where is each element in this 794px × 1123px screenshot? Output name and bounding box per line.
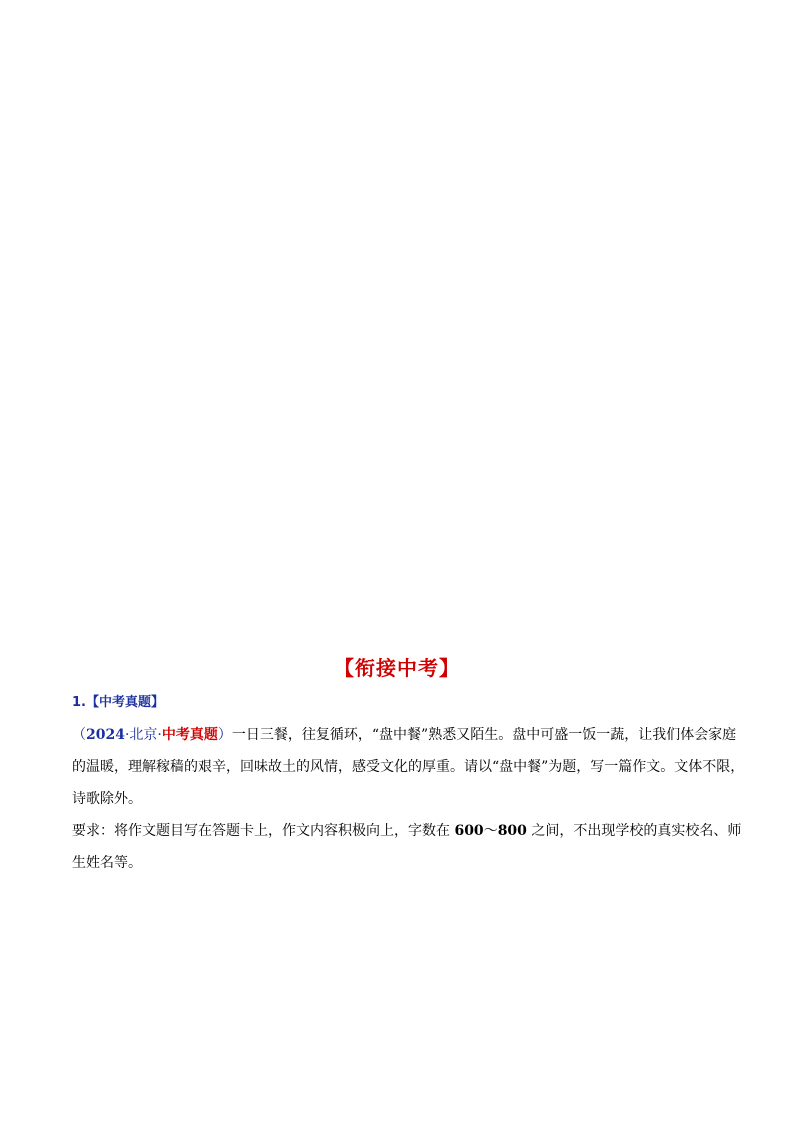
source-place: ·北京· xyxy=(124,727,162,743)
word-count-max: 800 xyxy=(497,823,527,839)
section-title: 【衔接中考】 xyxy=(334,656,460,680)
requirement-prefix: 要求：将作文题目写在答题卡上，作文内容积极向上，字数在 xyxy=(72,823,455,839)
prompt-line-3: 诗歌除外。 xyxy=(72,791,142,807)
source-open-paren: （ xyxy=(72,727,86,743)
question-header xyxy=(72,692,164,714)
source-tag: 中考真题 xyxy=(161,727,218,743)
word-count-separator: ～ xyxy=(483,823,498,839)
source-close-paren: ） xyxy=(217,727,232,743)
prompt-line-2: 的温暖，理解稼穑的艰辛，回味故土的风情，感受文化的厚重。请以“盘中餐”为题，写一篇作文。文体不限， xyxy=(72,759,745,775)
requirement-suffix: 之间，不出现学校的真实校名、师 xyxy=(526,823,742,839)
question-number: 1. xyxy=(72,695,86,710)
question-tag: 【中考真题】 xyxy=(85,695,164,710)
source-year: 2024 xyxy=(86,727,125,743)
requirement-line-2: 生姓名等。 xyxy=(72,855,142,871)
prompt-line-1 xyxy=(72,725,737,746)
word-count-min: 600 xyxy=(454,823,484,839)
prompt-text-1: 一日三餐，往复循环，“盘中餐”熟悉又陌生。盘中可盛一饭一蔬，让我们体会家庭 xyxy=(231,727,737,743)
requirement-line-1 xyxy=(72,821,742,842)
